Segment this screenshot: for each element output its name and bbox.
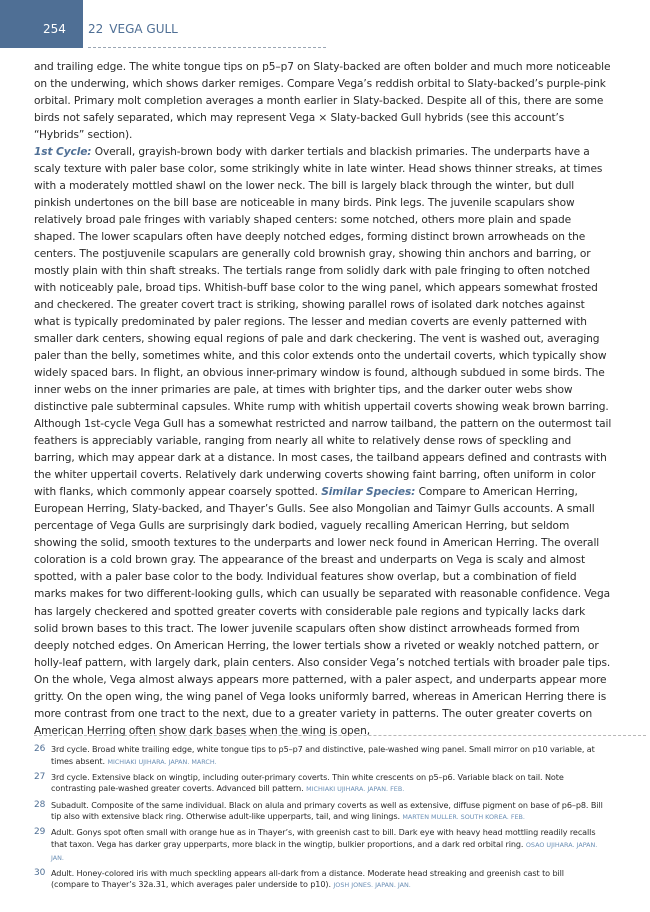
caption-text: Subadult. Composite of the same individual. Black on alula and primary coverts as well as extensive, diffuse pigment on base of p6–p8. Bill tip also with extensive black ring. Otherwise adult-like upperparts, tail, and wing linings. xyxy=(51,799,603,822)
captions-divider xyxy=(34,735,646,736)
chapter-title: VEGA GULL xyxy=(109,22,178,36)
caption-item xyxy=(34,827,604,864)
photo-credit: MICHIAKI UJIHARA. JAPAN. FEB. xyxy=(306,785,405,794)
caption-text: Adult. Gonys spot often small with orange hue as in Thayer’s, with greenish cast to bill. Dark eye with heavy head mottling readily recalls that taxon. Vega has darker gray upperparts, more black in the wingtip, bulkier proportions, and a dark red orbital ring. xyxy=(51,827,596,849)
header-divider xyxy=(88,47,326,48)
caption-number: 26 xyxy=(34,744,46,754)
page-number-tab xyxy=(0,0,83,48)
caption-text: 3rd cycle. Extensive black on wingtip, including outer-primary coverts. Thin white crescents on p5–p6. Variable black on tail. Note contrasting pale-washed greater coverts. Advanced bill pattern. xyxy=(51,771,564,794)
photo-credit: JOSH JONES. JAPAN. JAN. xyxy=(333,881,411,890)
photo-credit: MICHIAKI UJIHARA. JAPAN. MARCH. xyxy=(107,757,217,766)
first-cycle-label: 1st Cycle: xyxy=(34,146,92,159)
chapter-number: 22 xyxy=(88,22,104,36)
main-text xyxy=(34,59,612,740)
caption-item xyxy=(34,868,604,892)
caption-item xyxy=(34,772,604,796)
page-number: 254 xyxy=(43,22,66,36)
intro-paragraph: and trailing edge. The white tongue tips on p5–p7 on Slaty-backed are often bolder and much more noticeable on the underwing, which shows darker remiges. Compare Vega’s reddish orbital to Slaty-backed’s purple-pink orbital. Primary molt completion averages a month earlier in Slaty-backed. Despite all of this, there are some birds not safely separated, which may represent Vega × Slaty-backed Gull hybrids (see this account’s “Hybrids” section). xyxy=(34,61,611,142)
running-head xyxy=(88,22,184,36)
caption-number: 30 xyxy=(34,867,46,878)
caption-item xyxy=(34,800,604,824)
caption-number: 27 xyxy=(34,771,46,782)
similar-species-label: Similar Species: xyxy=(321,486,416,499)
photo-credit: MARTEN MULLER. SOUTH KOREA. FEB. xyxy=(402,813,525,822)
first-cycle-paragraph xyxy=(34,144,612,740)
caption-text: Adult. Honey-colored iris with much speckling appears all-dark from a distance. Moderate head streaking and greenish cast to bill (compare to Thayer’s 32a.31, which averages paler underside to p10). xyxy=(51,867,564,890)
caption-text: 3rd cycle. Broad white trailing edge, white tongue tips to p5–p7 and distinctive, pale-washed wing panel. Small mirror on p10 variable, at times absent. xyxy=(51,744,595,766)
first-cycle-text: Overall, grayish-brown body with darker tertials and blackish primaries. The underparts have a scaly texture with paler base color, some strikingly white in late winter. Head shows thinner streaks, at times with a moderately mottled shawl on the lower neck. The bill is largely black through the winter, but dull pinkish undertones on the bill base are noticeable in many birds. Pink legs. The juvenile scapulars show relatively broad pale fringes with variably shaped centers: some notched, others more plain and spade shaped. The lower scapulars often have deeply notched edges, forming distinct brown arrowheads on the centers. The postjuvenile scapulars are generally cold brownish gray, showing thin anchors and barring, or mostly plain with thin shaft streaks. The tertials range from solidly dark with pale fringing to often notched with noticeably pale, broad tips. Whitish-buff base color to the wing panel, which appears somewhat frosted and checkered. The greater covert tract is striking, showing parallel rows of isolated dark notches against what is typically predominated by paler regions. The lesser and median coverts are evenly patterned with smaller dark centers, showing equal regions of pale and dark checkering. The vent is washed out, averaging paler than the belly, sometimes white, and this color extends onto the undertail coverts, which typically show widely spaced bars. In flight, an obvious inner-primary window is found, although subdued in some birds. The inner webs on the inner primaries are pale, at times with brighter tips, and the darker outer webs show distinctive pale subterminal capsules. White rump with whitish uppertail coverts showing weak brown barring. Although 1st-cycle Vega Gull has a somewhat restricted and narrow tailband, the pattern on the outermost tail feathers is appreciably variable, ranging from nearly all white to relatively dense rows of speckling and barring, which may appear dark at a distance. In most cases, the tailband appears defined and contrasts with the whiter uppertail coverts. Relatively dark underwing coverts showing faint barring, often uniform in color with flanks, which commonly appear coarsely spotted. xyxy=(34,146,612,499)
caption-item xyxy=(34,744,604,768)
photo-credit: OSAO UJIHARA. JAPAN. JAN. xyxy=(51,840,598,862)
similar-species-text: Compare to American Herring, European Herring, Slaty-backed, and Thayer’s Gulls. See also Mongolian and Taimyr Gulls accounts. A small percentage of Vega Gulls are surprisingly dark bodied, vaguely recalling American Herring, but seldom showing the solid, smooth textures to the underparts and lower neck found in American Herring. The overall coloration is a cold brown gray. The appearance of the breast and underparts on Vega is scaly and almost spotted, with a paler base color to the body. Individual features show overlap, but a combination of field marks makes for two different-looking gulls, which can usually be separated with reasonable confidence. Vega has largely checkered and spotted greater coverts with considerable pale regions and typically lacks dark solid brown bases to this tract. The lower juvenile scapulars often show distinct arrowheads formed from deeply notched edges. On American Herring, the lower tertials show a riveted or weakly notched pattern, or holly-leaf pattern, with largely dark, plain centers. Also consider Vega’s notched tertials with broader pale tips. On the whole, Vega almost always appears more patterned, with a paler aspect, and underparts appear more gritty. On the open wing, the wing panel of Vega looks uniformly barred, whereas in American Herring there is more contrast from one tract to the next, due to a greater variety in patterns. The outer greater coverts on American Herring often show dark bases when the wing is open, xyxy=(34,486,611,737)
caption-number: 28 xyxy=(34,799,46,810)
caption-number: 29 xyxy=(34,827,46,838)
photo-captions xyxy=(34,744,604,896)
